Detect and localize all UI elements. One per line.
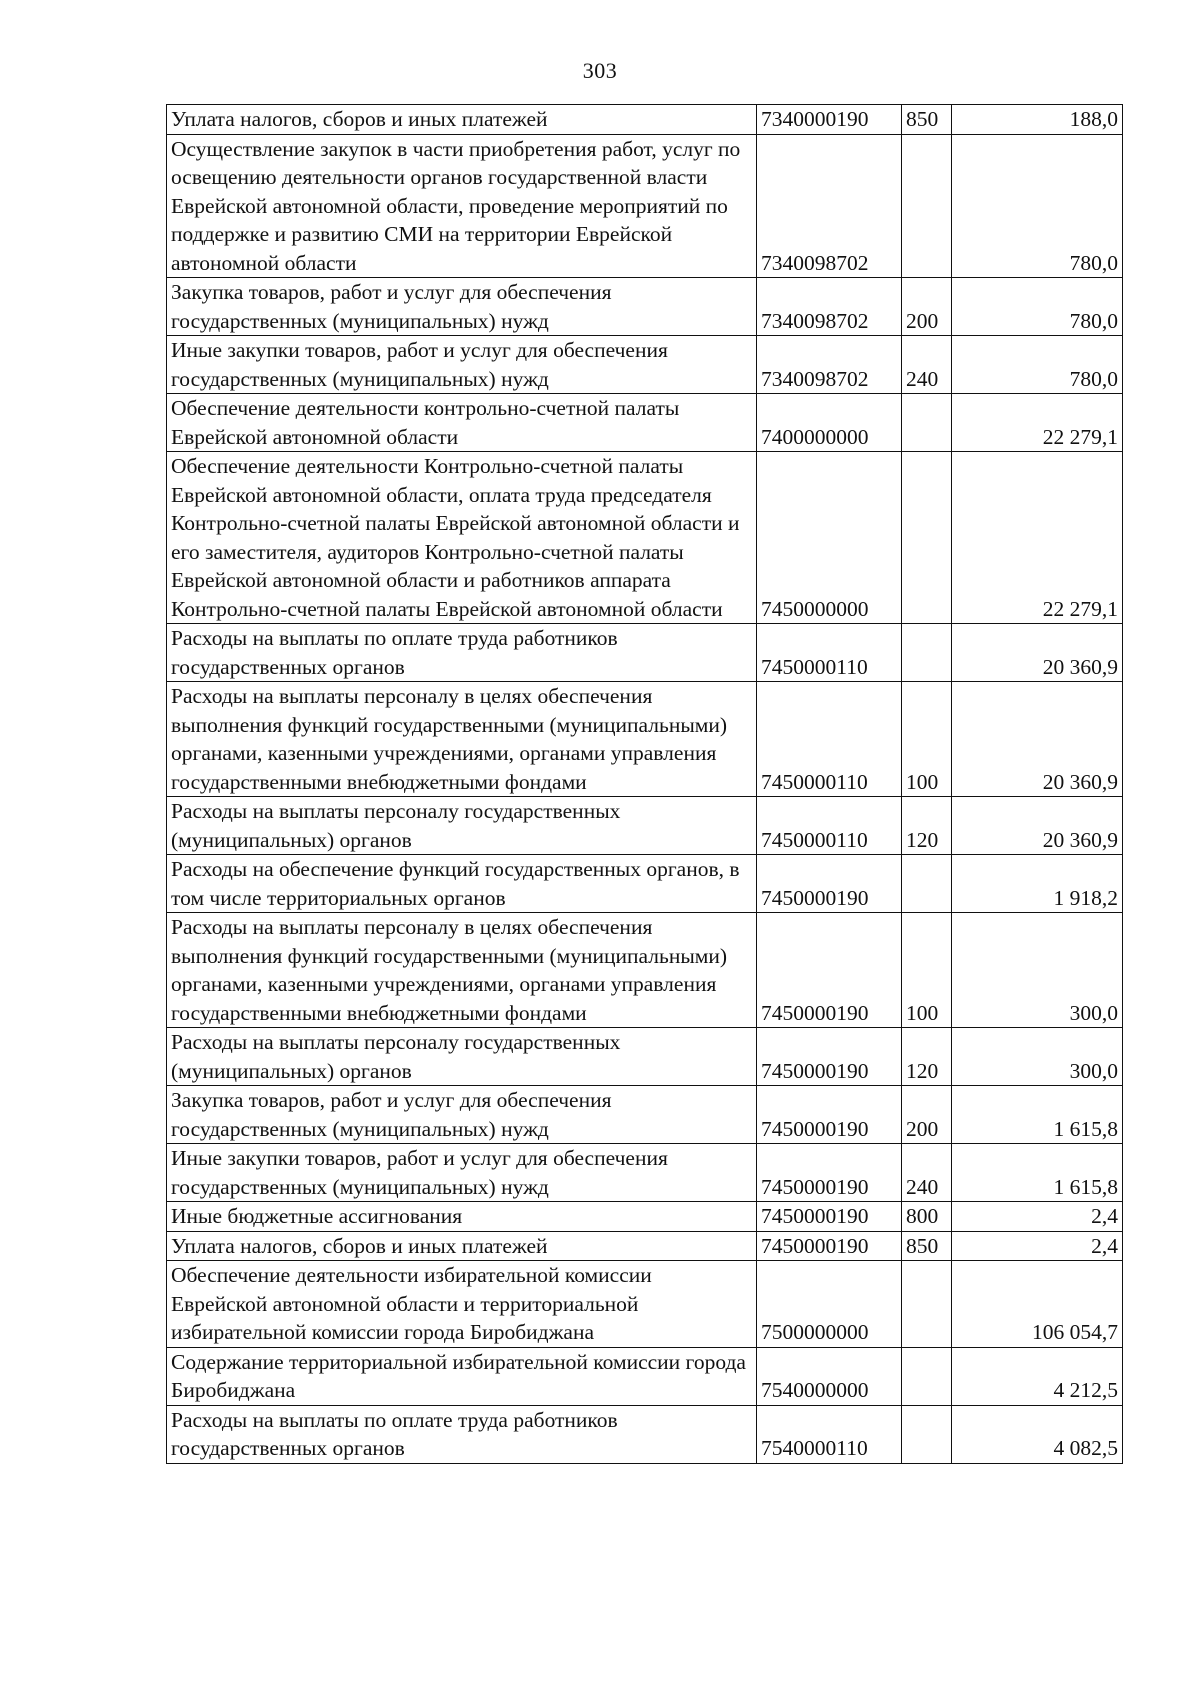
table-row: [167, 855, 1123, 913]
table-row: [167, 105, 1123, 135]
row-sum: 780,0: [952, 336, 1123, 394]
table-row: [167, 1086, 1123, 1144]
row-sum: 2,4: [952, 1202, 1123, 1232]
row-target-code: 7340098702: [757, 336, 902, 394]
row-name: Содержание территориальной избирательной комиссии города Биробиджана: [167, 1347, 757, 1405]
row-sum: 20 360,9: [952, 682, 1123, 797]
row-sum: 300,0: [952, 913, 1123, 1028]
row-name: Расходы на выплаты персоналу в целях обеспечения выполнения функций государственными (муниципальными) органами, казенными учреждениями, органами управления государственными внебюджетными фондами: [167, 913, 757, 1028]
row-target-code: 7450000190: [757, 1086, 902, 1144]
row-name: Осуществление закупок в части приобретения работ, услуг по освещению деятельности органов государственной власти Еврейской автономной области, проведение мероприятий по поддержке и развитию СМИ на территории Еврейской автономной области: [167, 134, 757, 278]
budget-table: [166, 104, 1123, 1464]
row-target-code: 7450000110: [757, 797, 902, 855]
row-target-code: 7540000110: [757, 1405, 902, 1463]
row-target-code: 7450000190: [757, 913, 902, 1028]
row-expense-type: 240: [902, 336, 952, 394]
row-name: Уплата налогов, сборов и иных платежей: [167, 105, 757, 135]
table-row: [167, 913, 1123, 1028]
row-target-code: 7340000190: [757, 105, 902, 135]
table-row: [167, 394, 1123, 452]
row-target-code: 7500000000: [757, 1261, 902, 1348]
row-expense-type: 200: [902, 1086, 952, 1144]
table-row: [167, 278, 1123, 336]
row-sum: 106 054,7: [952, 1261, 1123, 1348]
table-row: [167, 1261, 1123, 1348]
row-expense-type: [902, 624, 952, 682]
row-name: Иные закупки товаров, работ и услуг для обеспечения государственных (муниципальных) нужд: [167, 336, 757, 394]
row-expense-type: 100: [902, 682, 952, 797]
row-name: Расходы на выплаты персоналу в целях обеспечения выполнения функций государственными (муниципальными) органами, казенными учреждениями, органами управления государственными внебюджетными фондами: [167, 682, 757, 797]
table-row: [167, 134, 1123, 278]
row-target-code: 7450000000: [757, 452, 902, 624]
row-expense-type: [902, 855, 952, 913]
table-row: [167, 682, 1123, 797]
table-row: [167, 624, 1123, 682]
row-target-code: 7400000000: [757, 394, 902, 452]
row-name: Иные бюджетные ассигнования: [167, 1202, 757, 1232]
row-target-code: 7450000110: [757, 682, 902, 797]
table-row: [167, 1405, 1123, 1463]
row-name: Обеспечение деятельности контрольно-счетной палаты Еврейской автономной области: [167, 394, 757, 452]
table-row: [167, 1231, 1123, 1261]
row-expense-type: [902, 134, 952, 278]
row-expense-type: [902, 452, 952, 624]
row-name: Закупка товаров, работ и услуг для обеспечения государственных (муниципальных) нужд: [167, 278, 757, 336]
row-sum: 20 360,9: [952, 624, 1123, 682]
row-name: Расходы на выплаты персоналу государственных (муниципальных) органов: [167, 797, 757, 855]
page-number: 303: [582, 58, 618, 83]
table-row: [167, 452, 1123, 624]
row-expense-type: 850: [902, 105, 952, 135]
row-sum: 188,0: [952, 105, 1123, 135]
row-expense-type: 800: [902, 1202, 952, 1232]
row-sum: 1 615,8: [952, 1144, 1123, 1202]
row-name: Расходы на обеспечение функций государственных органов, в том числе территориальных органов: [167, 855, 757, 913]
row-target-code: 7450000190: [757, 1202, 902, 1232]
row-name: Закупка товаров, работ и услуг для обеспечения государственных (муниципальных) нужд: [167, 1086, 757, 1144]
table-row: [167, 1202, 1123, 1232]
row-expense-type: [902, 1405, 952, 1463]
row-name: Обеспечение деятельности Контрольно-счетной палаты Еврейской автономной области, оплата труда председателя Контрольно-счетной палаты Еврейской автономной области и его заместителя, аудиторов Контрольно-счетной палаты Еврейской автономной области и работников аппарата Контрольно-счетной палаты Еврейской автономной области: [167, 452, 757, 624]
row-sum: 22 279,1: [952, 452, 1123, 624]
row-expense-type: 120: [902, 1028, 952, 1086]
row-sum: 4 082,5: [952, 1405, 1123, 1463]
row-target-code: 7340098702: [757, 278, 902, 336]
table-row: [167, 1144, 1123, 1202]
row-target-code: 7450000190: [757, 1231, 902, 1261]
row-expense-type: [902, 1261, 952, 1348]
row-expense-type: [902, 394, 952, 452]
row-name: Расходы на выплаты персоналу государственных (муниципальных) органов: [167, 1028, 757, 1086]
row-expense-type: 120: [902, 797, 952, 855]
row-sum: 22 279,1: [952, 394, 1123, 452]
row-name: Иные закупки товаров, работ и услуг для обеспечения государственных (муниципальных) нужд: [167, 1144, 757, 1202]
row-expense-type: 240: [902, 1144, 952, 1202]
row-sum: 4 212,5: [952, 1347, 1123, 1405]
table-row: [167, 1028, 1123, 1086]
row-sum: 780,0: [952, 278, 1123, 336]
row-expense-type: 850: [902, 1231, 952, 1261]
row-target-code: 7540000000: [757, 1347, 902, 1405]
row-name: Уплата налогов, сборов и иных платежей: [167, 1231, 757, 1261]
row-sum: 2,4: [952, 1231, 1123, 1261]
row-expense-type: 200: [902, 278, 952, 336]
row-name: Расходы на выплаты по оплате труда работников государственных органов: [167, 624, 757, 682]
row-expense-type: 100: [902, 913, 952, 1028]
row-sum: 20 360,9: [952, 797, 1123, 855]
row-sum: 300,0: [952, 1028, 1123, 1086]
row-target-code: 7450000190: [757, 855, 902, 913]
row-target-code: 7450000110: [757, 624, 902, 682]
row-target-code: 7450000190: [757, 1028, 902, 1086]
row-name: Расходы на выплаты по оплате труда работников государственных органов: [167, 1405, 757, 1463]
row-target-code: 7340098702: [757, 134, 902, 278]
table-row: [167, 1347, 1123, 1405]
table-row: [167, 336, 1123, 394]
row-sum: 780,0: [952, 134, 1123, 278]
row-target-code: 7450000190: [757, 1144, 902, 1202]
row-sum: 1 918,2: [952, 855, 1123, 913]
row-sum: 1 615,8: [952, 1086, 1123, 1144]
table-row: [167, 797, 1123, 855]
row-name: Обеспечение деятельности избирательной комиссии Еврейской автономной области и территориальной избирательной комиссии города Биробиджана: [167, 1261, 757, 1348]
row-expense-type: [902, 1347, 952, 1405]
